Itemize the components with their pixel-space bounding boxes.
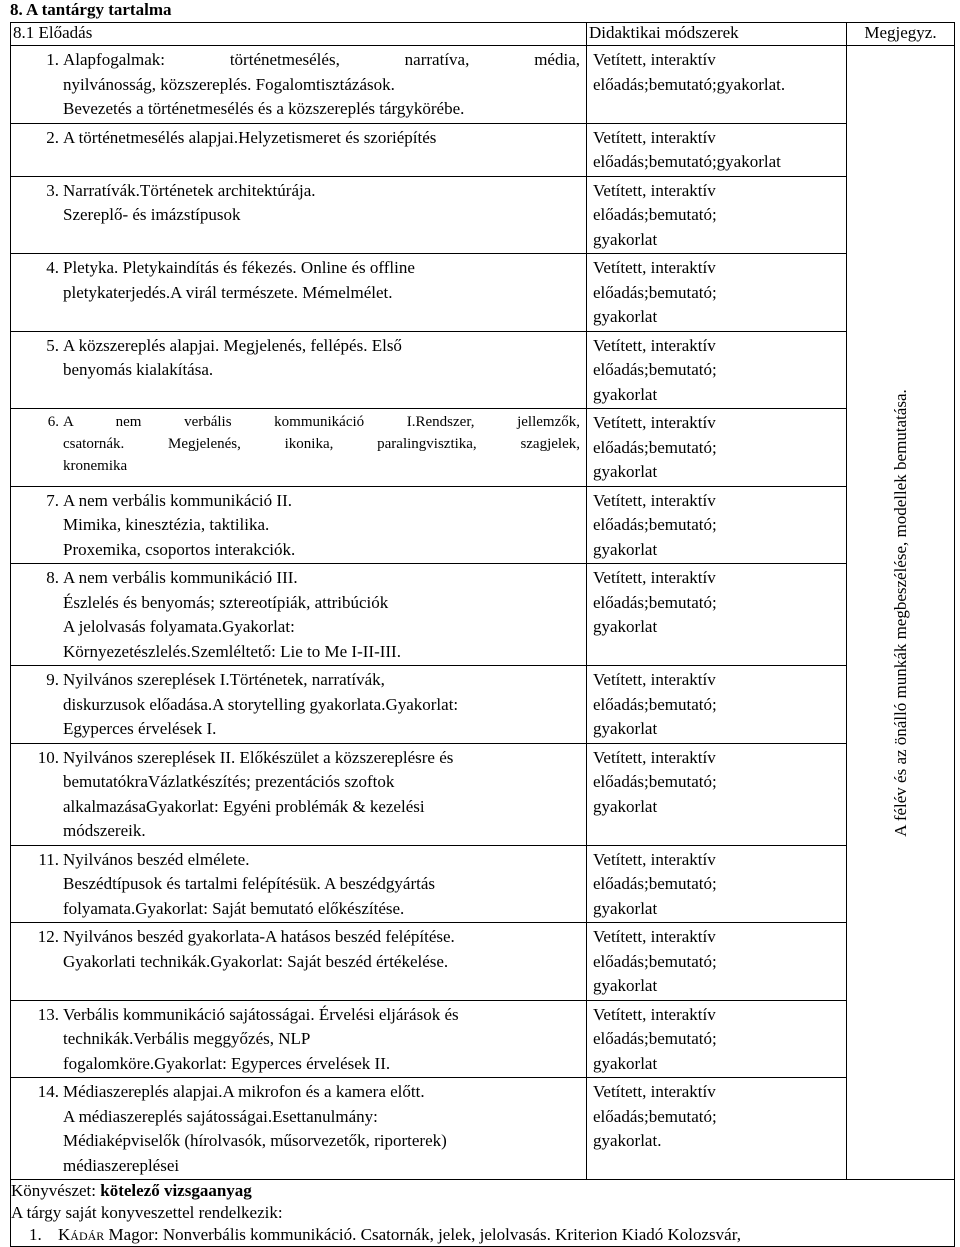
bibliography-item-text: Magor: Nonverbális kommunikáció. Csatornák, jelek, jelolvasás. Kriterion Kiadó Kolozsvár, bbox=[104, 1225, 741, 1244]
teaching-method-line: előadás;bemutató; bbox=[593, 592, 717, 612]
lecture-topic-cell bbox=[11, 254, 587, 332]
teaching-method-line: Vetített, interaktív bbox=[593, 180, 716, 200]
lecture-topic-line: fogalomköre.Gyakorlat: Egyperces érvelések II. bbox=[63, 1053, 391, 1073]
lecture-row bbox=[11, 486, 955, 564]
lecture-topic-line: Nyilvános beszéd elmélete. bbox=[63, 849, 250, 869]
teaching-method-cell bbox=[587, 666, 847, 744]
lecture-row bbox=[11, 176, 955, 254]
lecture-row bbox=[11, 409, 955, 487]
lecture-row bbox=[11, 923, 955, 1001]
lecture-row bbox=[11, 666, 955, 744]
teaching-method-line: Vetített, interaktív bbox=[593, 1004, 716, 1024]
lecture-topic-cell bbox=[11, 486, 587, 564]
lecture-topic-line: kronemika bbox=[63, 458, 128, 474]
lecture-topic-line: Médiaszereplés alapjai.A mikrofon és a kamera előtt. bbox=[63, 1082, 425, 1101]
course-content-table bbox=[10, 22, 955, 1247]
teaching-method-line: előadás;bemutató; bbox=[593, 694, 717, 714]
teaching-method-line: Vetített, interaktív bbox=[593, 50, 716, 69]
lecture-topic-line: A történetmesélés alapjai.Helyzetismeret és szoriépítés bbox=[63, 127, 437, 147]
teaching-method-line: előadás;bemutató; bbox=[593, 515, 717, 534]
teaching-method-cell bbox=[587, 486, 847, 564]
teaching-method-cell bbox=[587, 564, 847, 666]
teaching-method-cell bbox=[587, 1000, 847, 1078]
header-notes: Megjegyz. bbox=[847, 23, 955, 46]
teaching-method-line: előadás;bemutató; bbox=[593, 205, 717, 224]
semester-note: A félév és az önálló munkák megbeszélése, modellek bemutatása. bbox=[890, 388, 910, 837]
lecture-row bbox=[11, 254, 955, 332]
header-methods: Didaktikai módszerek bbox=[587, 23, 847, 46]
teaching-method-line: előadás;bemutató; bbox=[593, 1029, 717, 1048]
teaching-method-cell bbox=[587, 46, 847, 124]
teaching-method-line: gyakorlat bbox=[593, 539, 658, 559]
lecture-number: 13. bbox=[37, 1004, 59, 1024]
teaching-method-line: előadás;bemutató; bbox=[593, 951, 717, 971]
lecture-topic-cell bbox=[11, 46, 587, 124]
lecture-topic-line: Narratívák.Történetek architektúrája. bbox=[63, 180, 316, 200]
lecture-topic-cell bbox=[11, 176, 587, 254]
lecture-topic-line: folyamata.Gyakorlat: Saját bemutató előkészítése. bbox=[63, 898, 405, 918]
bibliography-required-label: kötelező vizsgaanyag bbox=[100, 1181, 252, 1200]
lecture-topic-cell bbox=[11, 1000, 587, 1078]
lecture-topic-cell bbox=[11, 409, 587, 487]
teaching-method-line: Vetített, interaktív bbox=[593, 490, 716, 510]
lecture-topic-line: Észlelés és benyomás; sztereotípiák, attribúciók bbox=[63, 592, 389, 612]
teaching-method-cell bbox=[587, 123, 847, 176]
lecture-number: 1. bbox=[46, 50, 59, 69]
teaching-method-line: Vetített, interaktív bbox=[593, 747, 716, 767]
lecture-topic-cell bbox=[11, 666, 587, 744]
teaching-method-line: Vetített, interaktív bbox=[593, 568, 716, 587]
bibliography-cell bbox=[11, 1180, 955, 1247]
lecture-topic-line: Proxemika, csoportos interakciók. bbox=[63, 539, 296, 559]
lecture-topic-line: Környezetészlelés.Szemléltető: Lie to Me I-II-III. bbox=[63, 641, 401, 661]
teaching-method-line: előadás;bemutató; bbox=[593, 1106, 717, 1126]
lecture-topic-line: A jelolvasás folyamata.Gyakorlat: bbox=[63, 617, 295, 636]
teaching-method-line: előadás;bemutató; bbox=[593, 772, 717, 791]
lecture-topic-line: módszereik. bbox=[63, 821, 146, 840]
teaching-method-line: előadás;bemutató; bbox=[593, 874, 717, 893]
teaching-method-line: Vetített, interaktív bbox=[593, 335, 716, 355]
lecture-topic-line: A nem verbális kommunikáció I.Rendszer, jellemzők, bbox=[63, 414, 580, 430]
teaching-method-cell bbox=[587, 1078, 847, 1180]
teaching-method-cell bbox=[587, 743, 847, 845]
teaching-method-line: előadás;bemutató; bbox=[593, 282, 717, 302]
bibliography-intro: A tárgy saját konyveszettel rendelkezik: bbox=[11, 1203, 283, 1222]
lecture-topic-cell bbox=[11, 1078, 587, 1180]
teaching-method-line: előadás;bemutató;gyakorlat. bbox=[593, 74, 786, 94]
lecture-topic-line: Alapfogalmak: történetmesélés, narratíva, média, bbox=[63, 50, 580, 69]
teaching-method-line: gyakorlat bbox=[593, 617, 658, 636]
teaching-method-cell bbox=[587, 923, 847, 1001]
lecture-number: 11. bbox=[38, 849, 59, 869]
lecture-topic-line: Szereplő- és imázstípusok bbox=[63, 205, 241, 224]
teaching-method-line: Vetített, interaktív bbox=[593, 849, 716, 869]
lecture-topic-line: Mimika, kinesztézia, taktilika. bbox=[63, 515, 270, 534]
lecture-topic-line: nyilvánosság, közszereplés. Fogalomtisztázások. bbox=[63, 74, 395, 94]
lecture-row bbox=[11, 1000, 955, 1078]
teaching-method-line: gyakorlat bbox=[593, 1053, 658, 1073]
lecture-topic-line: Pletyka. Pletykaindítás és fékezés. Online és offline bbox=[63, 258, 415, 277]
lecture-topic-cell bbox=[11, 845, 587, 923]
lecture-number: 3. bbox=[46, 180, 59, 200]
teaching-method-line: gyakorlat. bbox=[593, 1131, 662, 1150]
lecture-topic-line: Médiaképviselők (hírolvasók, műsorvezetők, riporterek) bbox=[63, 1131, 447, 1150]
teaching-method-line: Vetített, interaktív bbox=[593, 127, 716, 147]
lecture-topic-line: Egyperces érvelések I. bbox=[63, 719, 217, 738]
lecture-topic-line: A nem verbális kommunikáció III. bbox=[63, 568, 298, 587]
bibliography-label: Könyvészet: bbox=[11, 1181, 101, 1200]
table-header-row bbox=[11, 23, 955, 46]
lecture-row bbox=[11, 743, 955, 845]
teaching-method-line: előadás;bemutató;gyakorlat bbox=[593, 152, 781, 171]
lecture-topic-cell bbox=[11, 331, 587, 409]
lecture-row bbox=[11, 1078, 955, 1180]
teaching-method-line: Vetített, interaktív bbox=[593, 927, 716, 946]
bibliography-item bbox=[11, 1224, 954, 1246]
teaching-method-line: Vetített, interaktív bbox=[593, 670, 716, 689]
teaching-method-cell bbox=[587, 176, 847, 254]
lecture-topic-cell bbox=[11, 923, 587, 1001]
teaching-method-line: gyakorlat bbox=[593, 229, 658, 249]
lecture-row bbox=[11, 46, 955, 124]
lecture-number: 5. bbox=[46, 335, 59, 355]
lecture-number: 7. bbox=[46, 490, 59, 510]
teaching-method-line: gyakorlat bbox=[593, 898, 658, 918]
teaching-method-line: gyakorlat bbox=[593, 976, 658, 995]
lecture-topic-line: médiaszereplései bbox=[63, 1155, 180, 1175]
lecture-topic-line: diskurzusok előadása.A storytelling gyakorlata.Gyakorlat: bbox=[63, 694, 459, 714]
lecture-topic-line: benyomás kialakítása. bbox=[63, 360, 214, 379]
teaching-method-line: gyakorlat bbox=[593, 462, 658, 481]
lecture-topic-line: technikák.Verbális meggyőzés, NLP bbox=[63, 1029, 311, 1048]
lecture-topic-line: Verbális kommunikáció sajátosságai. Érvelési eljárások és bbox=[63, 1004, 459, 1024]
lecture-topic-line: A nem verbális kommunikáció II. bbox=[63, 490, 292, 510]
lecture-topic-cell bbox=[11, 123, 587, 176]
lecture-topic-line: A közszereplés alapjai. Megjelenés, fellépés. Első bbox=[63, 335, 402, 355]
lecture-topic-line: Nyilvános beszéd gyakorlata-A hatásos beszéd felépítése. bbox=[63, 927, 455, 946]
lecture-topic-line: Beszédtípusok és tartalmi felépítésük. A beszédgyártás bbox=[63, 874, 436, 893]
lecture-topic-line: bemutatókraVázlatkészítés; prezentációs szoftok bbox=[63, 772, 395, 791]
lecture-number: 4. bbox=[46, 258, 59, 277]
lecture-number: 12. bbox=[37, 927, 59, 946]
lecture-topic-line: alkalmazásaGyakorlat: Egyéni problémák & kezelési bbox=[63, 796, 425, 816]
lecture-number: 14. bbox=[37, 1082, 59, 1101]
bibliography-heading bbox=[11, 1180, 954, 1202]
lecture-number: 8. bbox=[46, 568, 59, 587]
lecture-topic-line: csatornák. Megjelenés, ikonika, paralingvisztika, szagjelek, bbox=[63, 436, 580, 452]
lecture-topic-line: Nyilvános szereplések I.Történetek, narratívák, bbox=[63, 670, 385, 689]
lecture-number: 6. bbox=[47, 414, 59, 430]
lecture-row bbox=[11, 123, 955, 176]
lecture-topic-cell bbox=[11, 743, 587, 845]
lecture-topic-line: Gyakorlati technikák.Gyakorlat: Saját beszéd értékelése. bbox=[63, 951, 449, 971]
lecture-topic-line: A médiaszereplés sajátosságai.Esettanulmány: bbox=[63, 1106, 378, 1126]
header-lecture: 8.1 Előadás bbox=[11, 23, 587, 46]
bibliography-row bbox=[11, 1180, 955, 1247]
teaching-method-line: gyakorlat bbox=[593, 384, 658, 404]
teaching-method-line: Vetített, interaktív bbox=[593, 413, 716, 432]
teaching-method-line: előadás;bemutató; bbox=[593, 360, 717, 379]
lecture-number: 9. bbox=[46, 670, 59, 689]
lecture-topic-line: pletykaterjedés.A virál természete. Mémelmélet. bbox=[63, 282, 393, 302]
notes-cell bbox=[847, 46, 955, 1180]
teaching-method-cell bbox=[587, 409, 847, 487]
lecture-topic-line: Bevezetés a történetmesélés és a közszereplés tárgykörébe. bbox=[63, 99, 465, 118]
teaching-method-line: előadás;bemutató; bbox=[593, 437, 717, 457]
teaching-method-line: Vetített, interaktív bbox=[593, 1082, 716, 1101]
lecture-row bbox=[11, 331, 955, 409]
teaching-method-line: gyakorlat bbox=[593, 307, 658, 326]
lecture-row bbox=[11, 564, 955, 666]
lecture-number: 10. bbox=[37, 747, 59, 767]
bibliography-item-number: 1. bbox=[29, 1225, 42, 1244]
section-heading: 8. A tantárgy tartalma bbox=[10, 0, 172, 19]
teaching-method-cell bbox=[587, 254, 847, 332]
teaching-method-line: gyakorlat bbox=[593, 796, 658, 816]
lecture-row bbox=[11, 845, 955, 923]
teaching-method-line: Vetített, interaktív bbox=[593, 258, 716, 277]
lecture-topic-line: Nyilvános szereplések II. Előkészület a közszereplésre és bbox=[63, 747, 454, 767]
bibliography-item-author: Kádár bbox=[58, 1225, 105, 1244]
lecture-number: 2. bbox=[46, 127, 59, 147]
teaching-method-line: gyakorlat bbox=[593, 719, 658, 738]
teaching-method-cell bbox=[587, 331, 847, 409]
teaching-method-cell bbox=[587, 845, 847, 923]
lecture-topic-cell bbox=[11, 564, 587, 666]
